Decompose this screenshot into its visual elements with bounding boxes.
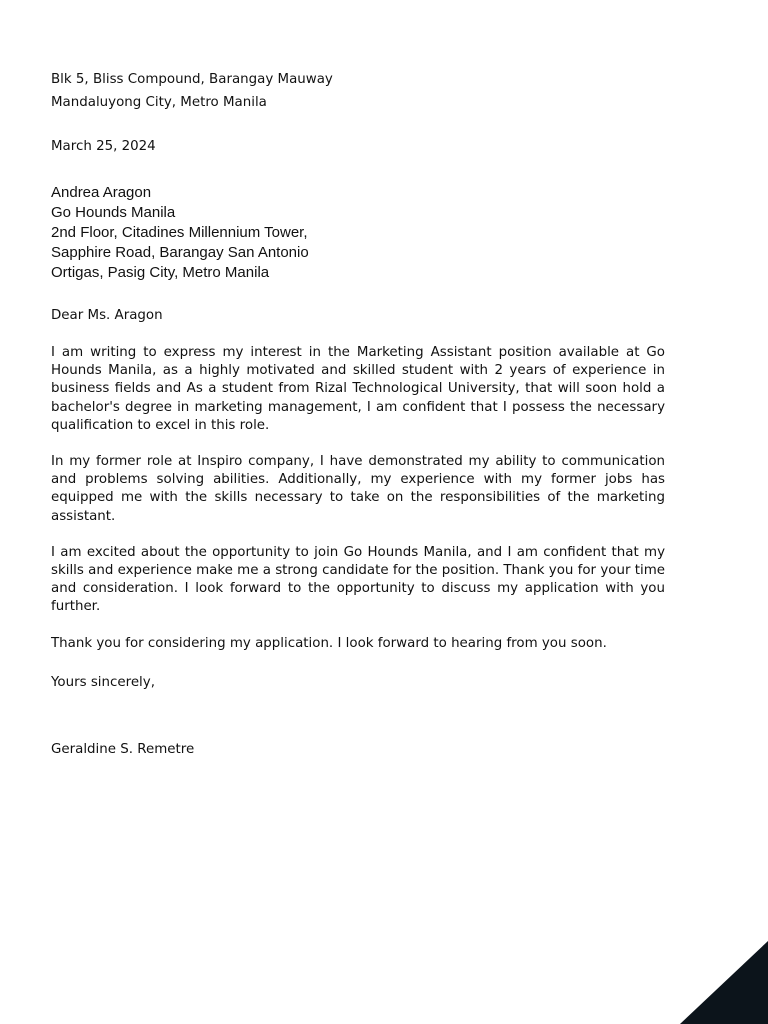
body-paragraph: I am writing to express my interest in the Marketing Assistant position available at Go Hounds Manila, as a highly motivated and skilled student with 2 years of experience in business fields and As a student from Rizal Technological University, that will soon hold a bachelor's degree in marketing management, I am confident that I possess the necessary qualification to excel in this role. (51, 345, 665, 433)
sender-address-line: Blk 5, Bliss Compound, Barangay Mauway (51, 72, 333, 87)
corner-triangle-decoration (680, 941, 768, 1024)
salutation: Dear Ms. Aragon (51, 308, 163, 323)
recipient-company: Go Hounds Manila (51, 204, 176, 221)
signature-name: Geraldine S. Remetre (51, 742, 195, 758)
body-paragraph: In my former role at Inspiro company, I have demonstrated my ability to communication and problems solving abilities. Additionally, my experience with my former jobs has equipped me with the skills necessary to take on the responsibilities of the marketing assistant. (51, 454, 665, 524)
letter-date: March 25, 2024 (51, 139, 156, 154)
recipient-address-line: 2nd Floor, Citadines Millennium Tower, (51, 224, 308, 241)
body-paragraph: Thank you for considering my application. I look forward to hearing from you soon. (51, 635, 607, 651)
closing: Yours sincerely, (51, 674, 155, 690)
recipient-address-line: Sapphire Road, Barangay San Antonio (51, 244, 309, 261)
sender-address-line: Mandaluyong City, Metro Manila (51, 95, 267, 110)
sender-address (51, 68, 665, 114)
recipient-block (51, 183, 665, 283)
recipient-address-line: Ortigas, Pasig City, Metro Manila (51, 264, 270, 281)
cover-letter (51, 68, 665, 759)
body-paragraph: I am excited about the opportunity to join Go Hounds Manila, and I am confident that my skills and experience make me a strong candidate for the position. Thank you for your time and consideration. I look forward to the opportunity to discuss my application with you further. (51, 544, 665, 615)
recipient-name: Andrea Aragon (51, 184, 152, 201)
